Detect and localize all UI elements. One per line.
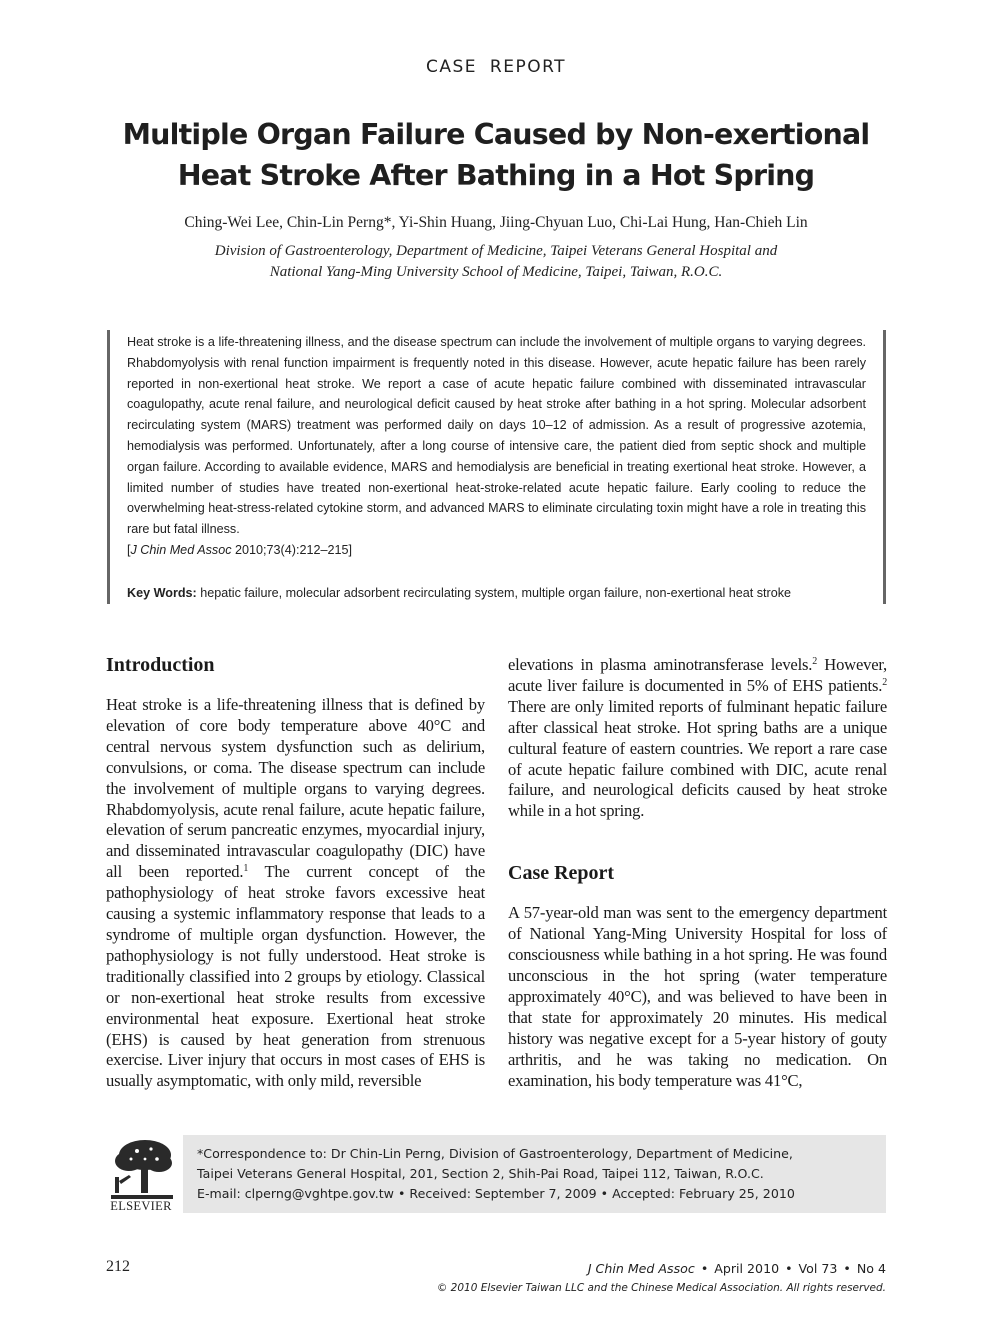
introduction-text: There are only limited reports of fulminant hepatic failure after classical heat stroke. Hot spring baths are a unique cultural feature of eastern countries. We report a rare case of acute hepatic failure combined with DIC, acute renal failure, and neurological deficits caused by heat stroke while in a hot spring.: [508, 696, 887, 821]
copyright-notice: © 2010 Elsevier Taiwan LLC and the Chinese Medical Association. All rights reserved.: [436, 1282, 886, 1294]
column-left: [106, 653, 485, 1092]
affiliation-line: National Yang-Ming University School of Medicine, Taipei, Taiwan, R.O.C.: [269, 264, 723, 280]
correspondence-line: *Correspondence to: Dr Chin-Lin Perng, Division of Gastroenterology, Department of Medicine,: [197, 1146, 793, 1161]
separator: •: [397, 1186, 406, 1201]
journal-name: J Chin Med Assoc: [587, 1261, 695, 1276]
case-report-heading: Case Report: [508, 862, 615, 885]
column-right: [508, 655, 887, 1091]
abstract-body: Heat stroke is a life-threatening illness, and the disease spectrum can include the involvement of multiple organs to varying degrees. Rhabdomyolysis with renal function impairment is frequently noted in this disease. However, acute hepatic failure has been rarely reported in non-exertional heat stroke. We report a case of acute hepatic failure combined with disseminated intravascular coagulopathy, acute renal failure, and neurological deficit caused by heat stroke after bathing in a hot spring. Molecular adsorbent recirculating system (MARS) treatment was performed daily on days 10–12 of admission. As a result of progressive azotemia, hemodialysis was performed. Unfortunately, after a long course of intensive care, the patient died from septic shock and multiple organ failure. According to available evidence, MARS and hemodialysis are beneficial in treating exertional heat stroke. However, a limited number of studies have treated non-exertional heat-stroke-related acute hepatic failure. Early cooling to reduce the overwhelming heat-stress-related cytokine storm, and advanced MARS to eliminate circulating toxin might have a role in treating this rare but fatal illness.: [127, 335, 866, 537]
introduction-continued: [508, 655, 887, 822]
abstract-text: [127, 332, 866, 561]
introduction-text: Heat stroke is a life-threatening illness that is defined by elevation of core body temperature above 40°C and central nervous system dysfunction such as delirium, convulsions, or coma. The disease spectrum can include the involvement of multiple organs to varying degrees. Rhabdomyolysis, acute renal failure, acute hepatic failure, elevation of serum pancreatic enzymes, myocardial injury, and disseminated intravascular coagulopathy (DIC) have all been reported.: [106, 695, 485, 882]
introduction-text: However, acute liver failure is documented in 5% of EHS patients.: [508, 655, 887, 695]
separator: •: [700, 1261, 709, 1276]
correspondence-meta: [197, 1184, 877, 1203]
received-date: Received: September 7, 2009: [409, 1186, 597, 1201]
separator: •: [843, 1261, 851, 1276]
case-report-paragraph: A 57-year-old man was sent to the emergency department of National Yang-Ming University Hospital for loss of consciousness while bathing in a hot spring. He was found unconscious in the hot spring (water temperature approximately 40°C), and was believed to have been in that state for approximately 20 minutes. His medical history was negative except for a 5-year history of gouty arthritis, and he was taking no medication. On examination, his body temperature was 41°C,: [508, 903, 887, 1090]
citation-details: 2010;73(4):212–215]: [231, 542, 352, 557]
citation-open: [: [127, 542, 131, 557]
reference-marker[interactable]: 2: [812, 656, 818, 667]
publisher-logo-text: ELSEVIER: [110, 1199, 172, 1213]
volume: Vol 73: [798, 1261, 838, 1276]
email-link[interactable]: E-mail: clperng@vghtpe.gov.tw: [197, 1186, 394, 1201]
section-label: CASE REPORT: [425, 57, 567, 77]
keywords: [127, 583, 872, 603]
issue-number: No 4: [856, 1261, 886, 1276]
accepted-date: Accepted: February 25, 2010: [612, 1186, 795, 1201]
journal-info: [588, 1261, 886, 1276]
correspondence-address: Taipei Veterans General Hospital, 201, Section 2, Shih-Pai Road, Taipei 112, Taiwan, R.O.C.: [197, 1166, 764, 1181]
author-list: Ching-Wei Lee, Chin-Lin Perng*, Yi-Shin Huang, Jiing-Chyuan Luo, Chi-Lai Hung, Han-Chieh Lin: [184, 214, 808, 231]
keywords-label: Key Words:: [127, 586, 197, 600]
affiliation-line: Division of Gastroenterology, Department of Medicine, Taipei Veterans General Hospital and: [214, 243, 778, 259]
affiliation: [96, 241, 896, 283]
article-title: Multiple Organ Failure Caused by Non-exertional Heat Stroke After Bathing in a Hot Spring: [122, 118, 870, 192]
reference-marker[interactable]: 1: [243, 863, 249, 875]
page-number: 212: [106, 1258, 130, 1275]
reference-marker[interactable]: 2: [882, 676, 887, 688]
separator: •: [600, 1186, 609, 1201]
introduction-text: elevations in plasma aminotransferase levels.: [508, 655, 813, 674]
introduction-heading: Introduction: [106, 654, 215, 676]
separator: •: [785, 1261, 793, 1276]
issue-date: April 2010: [714, 1261, 780, 1276]
citation-journal: J Chin Med Assoc: [130, 542, 232, 557]
keywords-list: hepatic failure, molecular adsorbent recirculating system, multiple organ failure, non-exertional heat stroke: [200, 586, 792, 600]
introduction-paragraph: [106, 695, 485, 1092]
introduction-text: The current concept of the pathophysiology of heat stroke favors excessive heat causing a systemic inflammatory response that leads to a syndrome of multiple organ dysfunction. However, the pathophysiology is not fully understood. Heat stroke is traditionally classified into 2 groups by etiology. Classical or non-exertional heat stroke results from excessive environmental heat exposure. Exertional heat stroke (EHS) is caused by heat generation from strenuous exercise. Liver injury that occurs in most cases of EHS is usually asymptomatic, with only mild, reversible: [106, 862, 485, 1091]
